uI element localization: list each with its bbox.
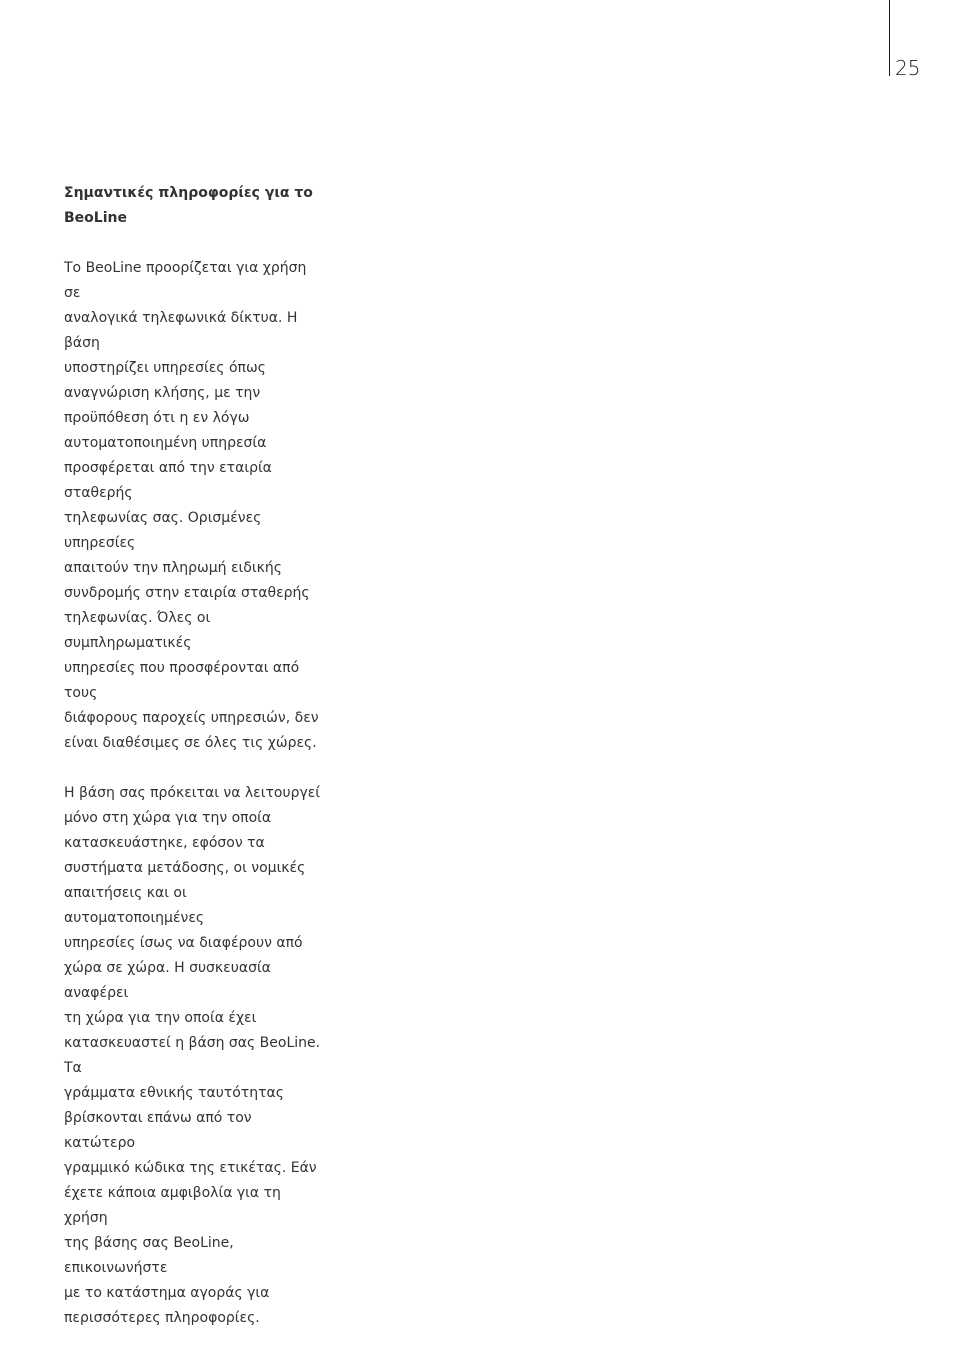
page-number-divider	[889, 0, 890, 76]
paragraph-country-of-use: Η βάση σας πρόκειται να λειτουργεί μόνο στη χώρα για την οποία κατασκευάστηκε, εφόσον τα συστήματα μετάδοσης, οι νομικές απαιτήσεις και οι αυτοματοποιημένες υπηρεσίες ίσως να διαφέρουν από χώρα σε χώρα. Η συσκευασία αναφέρει τη χώρα για την οποία έχει κατασκευαστεί η βάση σας BeoLine. Τα γράμματα εθνικής ταυτότητας βρίσκονται επάνω από τον κατώτερο γραμμικό κώδικα της ετικέτας. Εάν έχετε κάποια αμφιβολία για τη χρήση της βάσης σας BeoLine, επικοινωνήστε με το κατάστημα αγοράς για περισσότερες πληροφορίες.	[64, 785, 321, 1326]
paragraph-analog-networks: Το BeoLine προορίζεται για χρήση σε αναλογικά τηλεφωνικά δίκτυα. Η βάση υποστηρίζει υπηρεσίες όπως αναγνώριση κλήσης, με την προϋπόθεση ότι η εν λόγω αυτοματοποιημένη υπηρεσία προσφέρεται από την εταιρία σταθερής τηλεφωνίας σας. Ορισμένες υπηρεσίες απαιτούν την πληρωμή ειδικής συνδρομής στην εταιρία σταθερής τηλεφωνίας. Όλες οι συμπληρωματικές υπηρεσίες που προσφέρονται από τους διάφορους παροχείς υπηρεσιών, δεν είναι διαθέσιμες σε όλες τις χώρες.	[64, 260, 319, 751]
page-number: 25	[895, 56, 921, 80]
section-heading: Σημαντικές πληροφορίες για το BeoLine	[64, 185, 313, 226]
text-column	[64, 181, 326, 1331]
